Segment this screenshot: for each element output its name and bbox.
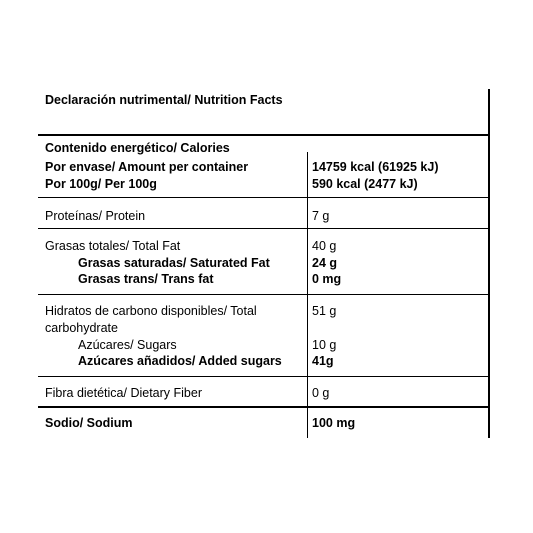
added-sugars-label: Azúcares añadidos/ Added sugars bbox=[78, 354, 282, 368]
nutrition-facts-table bbox=[38, 89, 489, 438]
per-container-label: Por envase/ Amount per container bbox=[45, 160, 249, 174]
table-right-border bbox=[488, 89, 490, 438]
sugars-label: Azúcares/ Sugars bbox=[78, 338, 177, 352]
divider bbox=[38, 228, 489, 229]
total-fat-label: Grasas totales/ Total Fat bbox=[45, 239, 181, 253]
divider bbox=[38, 294, 489, 295]
carbs-label-line2: carbohydrate bbox=[45, 321, 118, 335]
trans-fat-label: Grasas trans/ Trans fat bbox=[78, 272, 214, 286]
saturated-fat-value: 24 g bbox=[312, 256, 338, 270]
saturated-fat-label: Grasas saturadas/ Saturated Fat bbox=[78, 256, 270, 270]
divider bbox=[38, 197, 489, 198]
column-divider bbox=[307, 229, 308, 294]
sodium-value: 100 mg bbox=[312, 416, 356, 430]
column-divider bbox=[307, 152, 308, 197]
sugars-value: 10 g bbox=[312, 338, 337, 352]
carbs-value: 51 g bbox=[312, 304, 337, 318]
column-divider bbox=[307, 377, 308, 406]
trans-fat-value: 0 mg bbox=[312, 272, 342, 286]
table-title: Declaración nutrimental/ Nutrition Facts bbox=[45, 93, 283, 107]
column-divider bbox=[307, 295, 308, 376]
divider bbox=[38, 406, 489, 408]
fiber-label: Fibra dietética/ Dietary Fiber bbox=[45, 386, 203, 400]
protein-label: Proteínas/ Protein bbox=[45, 209, 146, 223]
per-100g-value: 590 kcal (2477 kJ) bbox=[312, 177, 418, 191]
energy-heading: Contenido energético/ Calories bbox=[45, 141, 230, 155]
per-container-value: 14759 kcal (61925 kJ) bbox=[312, 160, 439, 174]
column-divider bbox=[307, 407, 308, 438]
per-100g-label: Por 100g/ Per 100g bbox=[45, 177, 157, 191]
divider bbox=[38, 376, 489, 377]
sodium-label: Sodio/ Sodium bbox=[45, 416, 133, 430]
protein-value: 7 g bbox=[312, 209, 330, 223]
divider-thick bbox=[38, 134, 489, 136]
column-divider bbox=[307, 198, 308, 228]
added-sugars-value: 41g bbox=[312, 354, 334, 368]
total-fat-value: 40 g bbox=[312, 239, 337, 253]
carbs-label-line1: Hidratos de carbono disponibles/ Total bbox=[45, 304, 257, 318]
fiber-value: 0 g bbox=[312, 386, 330, 400]
